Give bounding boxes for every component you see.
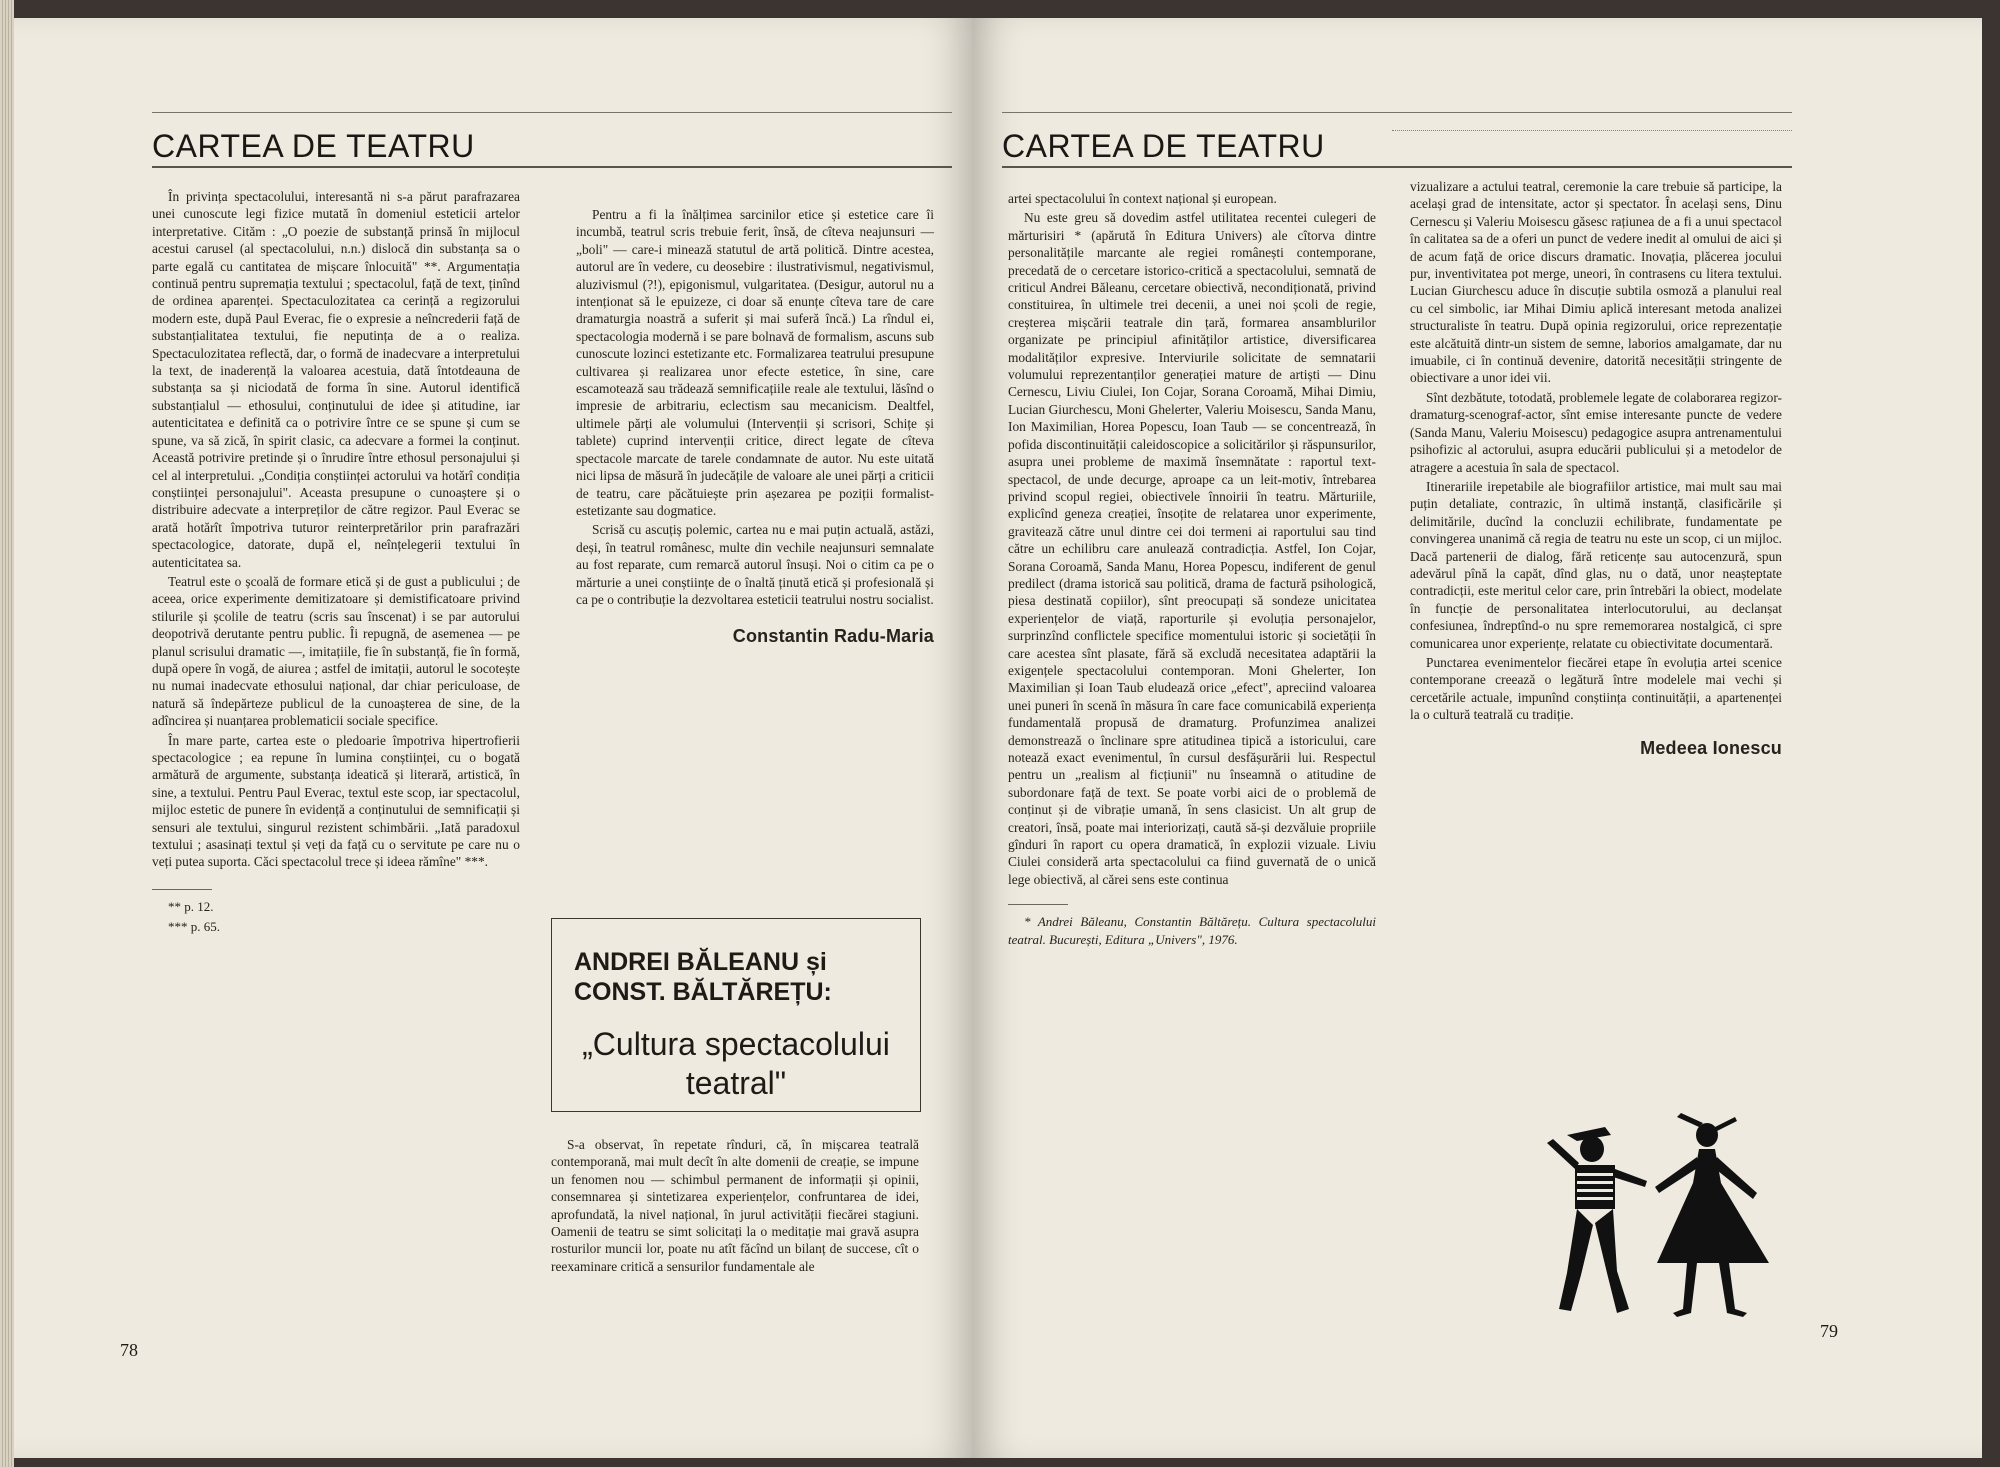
left-page — [14, 18, 972, 1458]
author-signature: Medeea Ionescu — [1640, 737, 1782, 758]
paragraph: artei spectacolului în context național și european. — [1008, 191, 1277, 206]
paragraph: Scrisă cu ascuțiș polemic, cartea nu e mai puțin actuală, astăzi, deși, în teatrul românesc, multe din vechile neajunsuri semnalate au fost reparate, cum remarcă autorul însuși. Noi o citim ca pe o mărturie a unei conștiințe de o înaltă ținută etică și profesională și ca pe o contribuție la dezvoltarea esteticii teatrului nostru socialist. — [576, 522, 934, 607]
right-page — [972, 18, 1982, 1458]
paragraph: vizualizare a actului teatral, ceremonie la care trebuie să participe, la același grad de intensitate, actor și spectator. În același sens, Dinu Cernescu și Valeriu Moisescu găsesc rațiunea de a fi a unui spectacol în calitatea sa de a oferi un punct de vedere inedit al omului de aici și de acum față de orice discurs dramatic. Inovația, plăcerea jocului pur, inventivitatea pot merge, uneori, în contrasens cu litera textului. Lucian Giurchescu aduce în discuție subtila osmoză a planului real cu cel simbolic, iar Mihai Dimiu aplică interesant metoda analizei structuraliste în teatru. După opinia regizorului, orice reprezentație este alcătuită dintr-un sistem de semne, laborios amalgamate, dar nu imuabile, ci în continuă devenire, datorită necesității stringente de obiectivare a unor idei vii. — [1410, 179, 1782, 386]
paragraph: S-a observat, în repetate rînduri, că, în mișcarea teatrală contemporană, mai mult decît în alte domenii de creație, se impune un fenomen nou — schimbul permanent de informații și opinii, consemnarea și sintetizarea experiențelor, confruntarea de idei, aprofundată, la nivel național, în jurul activității fiecărei stagiuni. Oamenii de teatru se simt solicitați la o meditație mai gravă asupra rosturilor muncii lor, poate nu atît făcînd un bilanț de succese, cît o reexaminare critică a sensurilor fundamentale ale — [551, 1137, 919, 1274]
paragraph: În mare parte, cartea este o pledoarie împotriva hipertrofierii spectacologice ; ea repune în lumina conștiinței, cu o bogată armătură de argumente, substanța ideatică și literară, artistică, în sine, a textului. Pentru Paul Everac, textul este scop, iar spectacolul, mijloc estetic de punere în evidență a conținutului de semnificații și sensuri ale textului, singurul rezistent schimbării. „Iată paradoxul textului ; asasinați textul și veți da față cu o servitute pe care nu o veți putea suporta. Căci spectacolul trece și ideea rămîne" ***. — [152, 732, 520, 870]
right-column-1 — [1008, 190, 1376, 951]
footnote: * Andrei Băleanu, Constantin Băltărețu. Cultura spectacolului teatral. București, Editura „Univers", 1976. — [1008, 914, 1376, 948]
left-column-2 — [576, 206, 934, 646]
left-column-1 — [152, 188, 520, 938]
page-number: 78 — [120, 1340, 138, 1360]
right-header — [1002, 108, 1792, 168]
review-title-box — [551, 918, 921, 1112]
dancers-icon — [1537, 1113, 1787, 1333]
book-authors: ANDREI BĂLEANU și CONST. BĂLTĂREȚU: — [574, 948, 832, 1006]
left-column-2-bottom — [551, 1136, 919, 1277]
section-title: CARTEA DE TEATRU — [1002, 128, 1325, 164]
paragraph: Pentru a fi la înălțimea sarcinilor etice și estetice care îi incumbă, teatrul scris trebuie ferit, însă, de cîteva neajunsuri — „boli" — care-i minează statutul de artă politică. Dintre acestea, autorul are în vedere, cu deosebire : ilustrativismul, negativismul, aluzivismul (?!), epigonismul, vulgaritatea. (Desigur, autorul nu a intenționat să le epuizeze, ci doar să enunțe cîteva tare de care dramaturgia noastră a suferit și mai suferă încă.) La rîndul ei, spectacologia modernă i se pare bolnavă de formalism, ascuns sub cunoscute lozinci estetizante etc. Formalizarea teatrului presupune cultivarea și realizarea unor efecte estetice, în sine, care escamotează sau trădează semnificațiile reale ale textului, lăsînd o impresie de arbitrariu, eclectism sau mecanicism. Dealtfel, ultimele părți ale volumului (Intervenții și scrisori, Schițe și tablete) cuprind intervenții critice, direct legate de cîteva spectacole marcate de tarele condamnate de autor. Nu este uitată nici lipsa de măsură în judecățile de valoare ale unei părți a criticii de teatru, care păcătuiește prin așezarea pe poziții formalist-estetizante sau dogmatice. — [576, 207, 934, 518]
section-title: CARTEA DE TEATRU — [152, 128, 475, 164]
paragraph: Itinerariile irepetabile ale biografiilor artistice, mai mult sau mai puțin detaliate, contrazic, în ultimă instanță, clasificările și delimitările, ducînd la concluzii echilibrate, fundamentate pe convingerea unanimă că regia de teatru nu este un scop, ci un mijloc. Dacă partenerii de dialog, fără reticențe sau autocenzură, spun adevărul pînă la capăt, dînd glas, nu o dată, unor neașteptate contradicții, este meritul celor care, prin întrebări la obiect, modelate în funcție de personalitatea interlocutorului, au declanșat confesiunea, îndreptînd-o nu spre rememorarea nostalgică, ci spre comunicarea unor experiențe, relatate cu obiectivitate documentară. — [1410, 478, 1782, 651]
paragraph: Sînt dezbătute, totodată, problemele legate de colaborarea regizor-dramaturg-scenograf-actor, sînt emise interesante puncte de vedere (Sanda Manu, Valeriu Moisescu) pedagogice asupra antrenamentului psihofizic al actorului, asupra educării publicului și a metodelor de atragere a acestuia în sala de spectacol. — [1410, 389, 1782, 475]
footnote-rule — [152, 889, 212, 890]
page-number: 79 — [1820, 1321, 1838, 1341]
left-header — [152, 108, 952, 168]
footnote: ** p. 12. — [168, 898, 214, 914]
paragraph: Punctarea evenimentelor fiecărei etape în evoluția artei scenice contemporane creează o legătură între modelele mai vechi și cercetările actuale, impunînd conștiința continuității, a apartenenței la o cultură teatrală cu tradiție. — [1410, 654, 1782, 723]
footnote: *** p. 65. — [168, 918, 220, 934]
paragraph: În privința spectacolului, interesantă ni s-a părut parafrazarea unei cunoscute legi fizice mutată în domeniul esteticii artelor interpretative. Cităm : „O poezie de substanță prinsă în mijlocul acestui carusel (al spectacolului, n.n.) dislocă din substanța sa o parte egală cu cantitatea de mișcare înlocuită" **. Argumentația continuă pentru supremația textului ; spectacolul, față de text, ținînd de ordinea aparenței. Spectaculozitatea ca cerință a regizorului modern este, după Paul Everac, fie o expresie a neîncrederii față de substanțialitatea textului, fie neputința de a o realiza. Spectaculozitatea reflectă, dar, o formă de inadecvare a interpretului la text, de inaderență la valoarea acestuia, dată întotdeauna de substanța sa și niciodată de forma în sine. Autorul identifică substanțialul — ethosului, conținutului de idee și atitudine, iar autenticitatea e definită ca o potrivire între ce se spune și cum se spune, va să zică, în spirit clasic, ca adecvare a formei la conținut. Această potrivire pretinde și o înrudire între ethosul personajului și cel al interpretului. „Condiția conștiinței actorului va hotărî condiția conștiinței personajului". Aceasta presupune o cunoaștere și o distribuire adecvate a interpreților de către regizor. Paul Everac se arată hotărît împotriva tuturor reinterpretărilor prin parafrazări spectacologice, datorate, după el, neînțelegerii textului în autenticitatea sa. — [152, 189, 520, 570]
page-edges — [0, 0, 14, 1467]
paragraph: Teatrul este o școală de formare etică și de gust a publicului ; de aceea, orice experimente demitizatoare și demistificatoare privind stilurile și școlile de teatru (scris sau înscenat) i se par autorului deopotrivă derutante pentru public. Îi repugnă, de asemenea — pe planul scrisului dramatic —, imitațiile, fie în substanță, fie în formă, după opere în vogă, de aiurea ; astfel de imitații, autorul le socotește nu numai inadecvate ethosului național, dar chiar periculoase, de natură să îndepărteze publicul de la cunoașterea de sine, de la adîncirea și nuanțarea problematicii sociale specifice. — [152, 573, 520, 729]
dancers-illustration — [1537, 1113, 1787, 1333]
paragraph: Nu este greu să dovedim astfel utilitatea recentei culegeri de mărturisiri * (apărută în Editura Univers) ale cîtorva dintre personalitățile marcante ale regiei românești contemporane, precedată de o cercetare istorico-critică a spectacolului, semnată de criticul Andrei Băleanu, cercetare obiectivă, necondiționată, privind constituirea, în ultimele trei decenii, a unei noi școli de regie, creșterea mișcării teatrale din țară, formarea ansamblurilor organizate pe principiul afinităților artistice, diversificarea modalităților expresive. Interviurile solicitate de semnatarii volumului reprezentanților generației mature de artiști — Dinu Cernescu, Liviu Ciulei, Ion Cojar, Sorana Coroamă, Mihai Dimiu, Lucian Giurchescu, Moni Ghelerter, Valeriu Moisescu, Sanda Manu, Ion Maximilian, Horea Popescu, Ioan Taub — se concentrează, în pofida discontinuității caleidoscopice a solicitărilor și răspunsurilor, asupra unei probleme de maximă însemnătate : raportul text-spectacol, de unde decurge, aproape ca un leit-motiv, întrebarea privind scopul regiei, obiectivele înnoirii în teatru. Mărturiile, explicînd geneza creației, însoțite de relatarea unor experimente, gravitează către unul dintre cei doi termeni ai raportului sau tind către un echilibru care anulează contradicția. Astfel, Ion Cojar, Sorana Coroamă, Sanda Manu, Horea Popescu, indiferent de genul predilect (drama istorică sau politică, drama de factură psihologică, piesa destinată copiilor), sînt preocupați să sondeze unicitatea experiențelor de viață, raporturile și evoluția personajelor, surprinzînd conflictele specifice momentului istoric și societății în care acestea sînt plasate, fără să excludă necesitatea adaptării la exigențele spectacolului contemporan. Moni Ghelerter, Ion Maximilian și Ioan Taub eludează orice „efect", apreciind valoarea unei puneri în scenă în măsura în care face comunicabilă experiența fundamentală propusă de dramaturg. Profunzimea analizei demonstrează o înclinare spre atitudinea tipică a istoricului, care notează exact evenimentul, în cursul desfășurării lui. Respectul pentru un „realism al ficțiunii" nu înseamnă o atitudine de subordonare față de text. Se poate vorbi aici de o problemă de conținut și de vibrație umană, în sens clasicist. Un alt grup de creatori, însă, poate mai interiorizați, caută să-și dezvăluie propriile gînduri în raport cu opera dramatică, în explozii vizuale. Liviu Ciulei consideră arta spectacolului ca fiind guvernată de o unică lege obiectivă, al cărei sens este continua — [1008, 210, 1376, 887]
right-column-2 — [1410, 178, 1782, 757]
book-title: „Cultura spectacolului teatral" — [582, 1026, 890, 1101]
author-signature: Constantin Radu-Maria — [732, 626, 934, 647]
footnote-rule — [1008, 904, 1068, 905]
